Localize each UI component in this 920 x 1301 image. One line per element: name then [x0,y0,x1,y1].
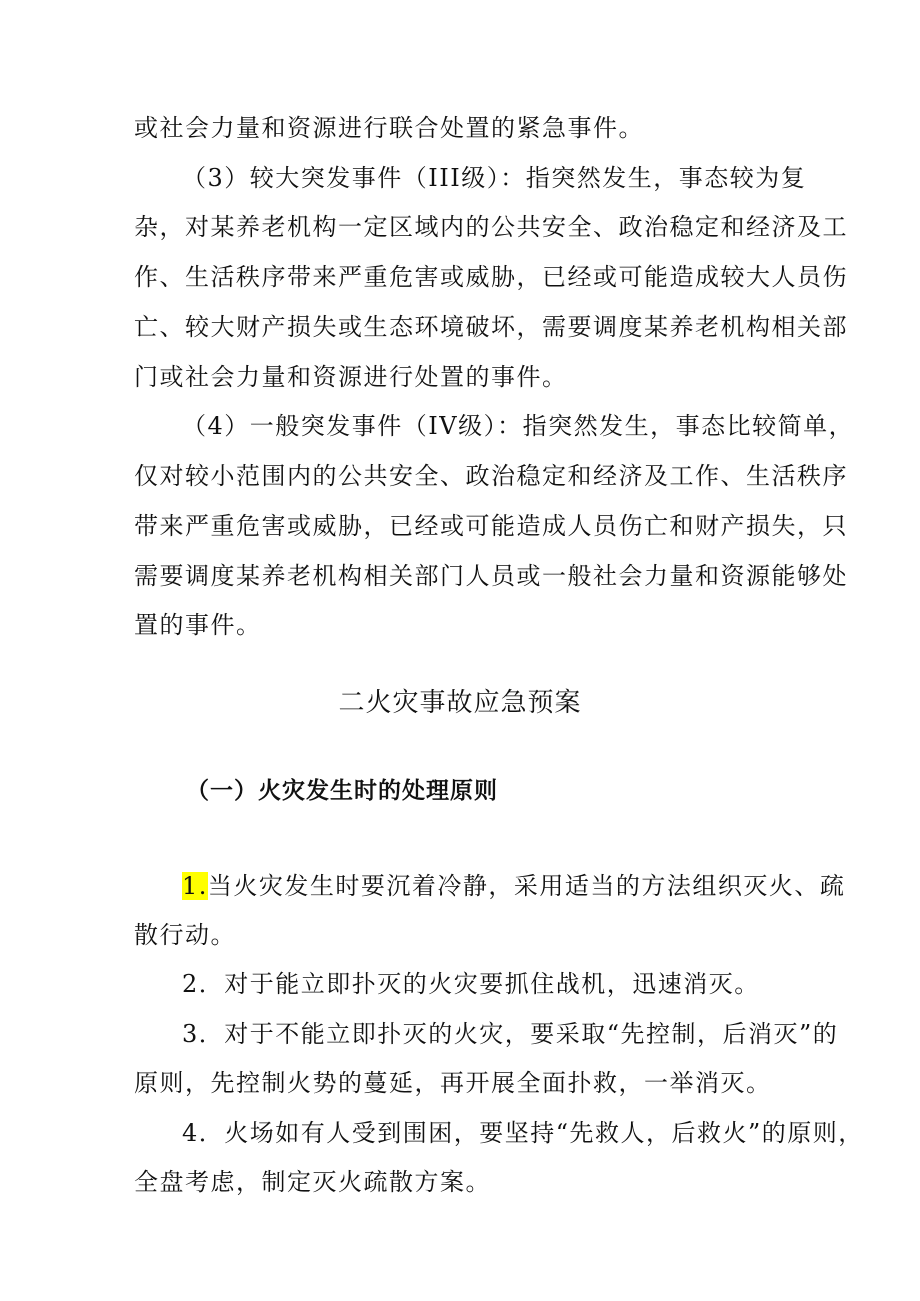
paragraph-3-line-2: 仅对较小范围内的公共安全、政治稳定和经济及工作、生活秩序 [134,462,848,490]
item-1-line-1 [182,870,845,902]
subsection-title: （一）火灾发生时的处理原则 [186,778,498,804]
paragraph-3-line-1: （4）一般突发事件（IV级）：指突然发生，事态比较简单， [182,412,855,440]
paragraph-3-line-4: 需要调度某养老机构相关部门人员或一般社会力量和资源能够处 [134,562,848,590]
paragraph-2-line-4: 亡、较大财产损失或生态环境破坏，需要调度某养老机构相关部 [134,313,848,341]
paragraph-3-line-3: 带来严重危害或威胁，已经或可能造成人员伤亡和财产损失，只 [134,512,848,540]
paragraph-2-line-2: 杂，对某养老机构一定区域内的公共安全、政治稳定和经济及工 [134,213,848,241]
section-title: 二火灾事故应急预案 [338,688,582,718]
item-4-line-1: 4．火场如有人受到围困，要坚持“先救人，后救火”的原则， [182,1119,864,1147]
paragraph-2-line-3: 作、生活秩序带来严重危害或威胁，已经或可能造成较大人员伤 [134,263,848,291]
item-3-line-1: 3．对于不能立即扑灭的火灾，要采取“先控制，后消灭”的 [182,1020,839,1048]
item-1-line-2: 散行动。 [134,921,236,949]
item-1-number-highlight: 1. [182,872,208,900]
paragraph-2-line-1: （3）较大突发事件（III级）：指突然发生，事态较为复 [182,164,807,192]
item-4-line-2: 全盘考虑，制定灭火疏散方案。 [134,1168,491,1196]
paragraph-2-line-5: 门或社会力量和资源进行处置的事件。 [134,363,568,391]
item-3-line-2: 原则，先控制火势的蔓延，再开展全面扑救，一举消灭。 [134,1069,772,1097]
paragraph-1-line-1: 或社会力量和资源进行联合处置的紧急事件。 [134,114,644,142]
item-2-line-1: 2．对于能立即扑灭的火灾要抓住战机，迅速消灭。 [182,970,760,998]
paragraph-3-line-5: 置的事件。 [134,611,262,639]
item-1-text: 当火灾发生时要沉着冷静，采用适当的方法组织灭火、疏 [207,872,846,900]
